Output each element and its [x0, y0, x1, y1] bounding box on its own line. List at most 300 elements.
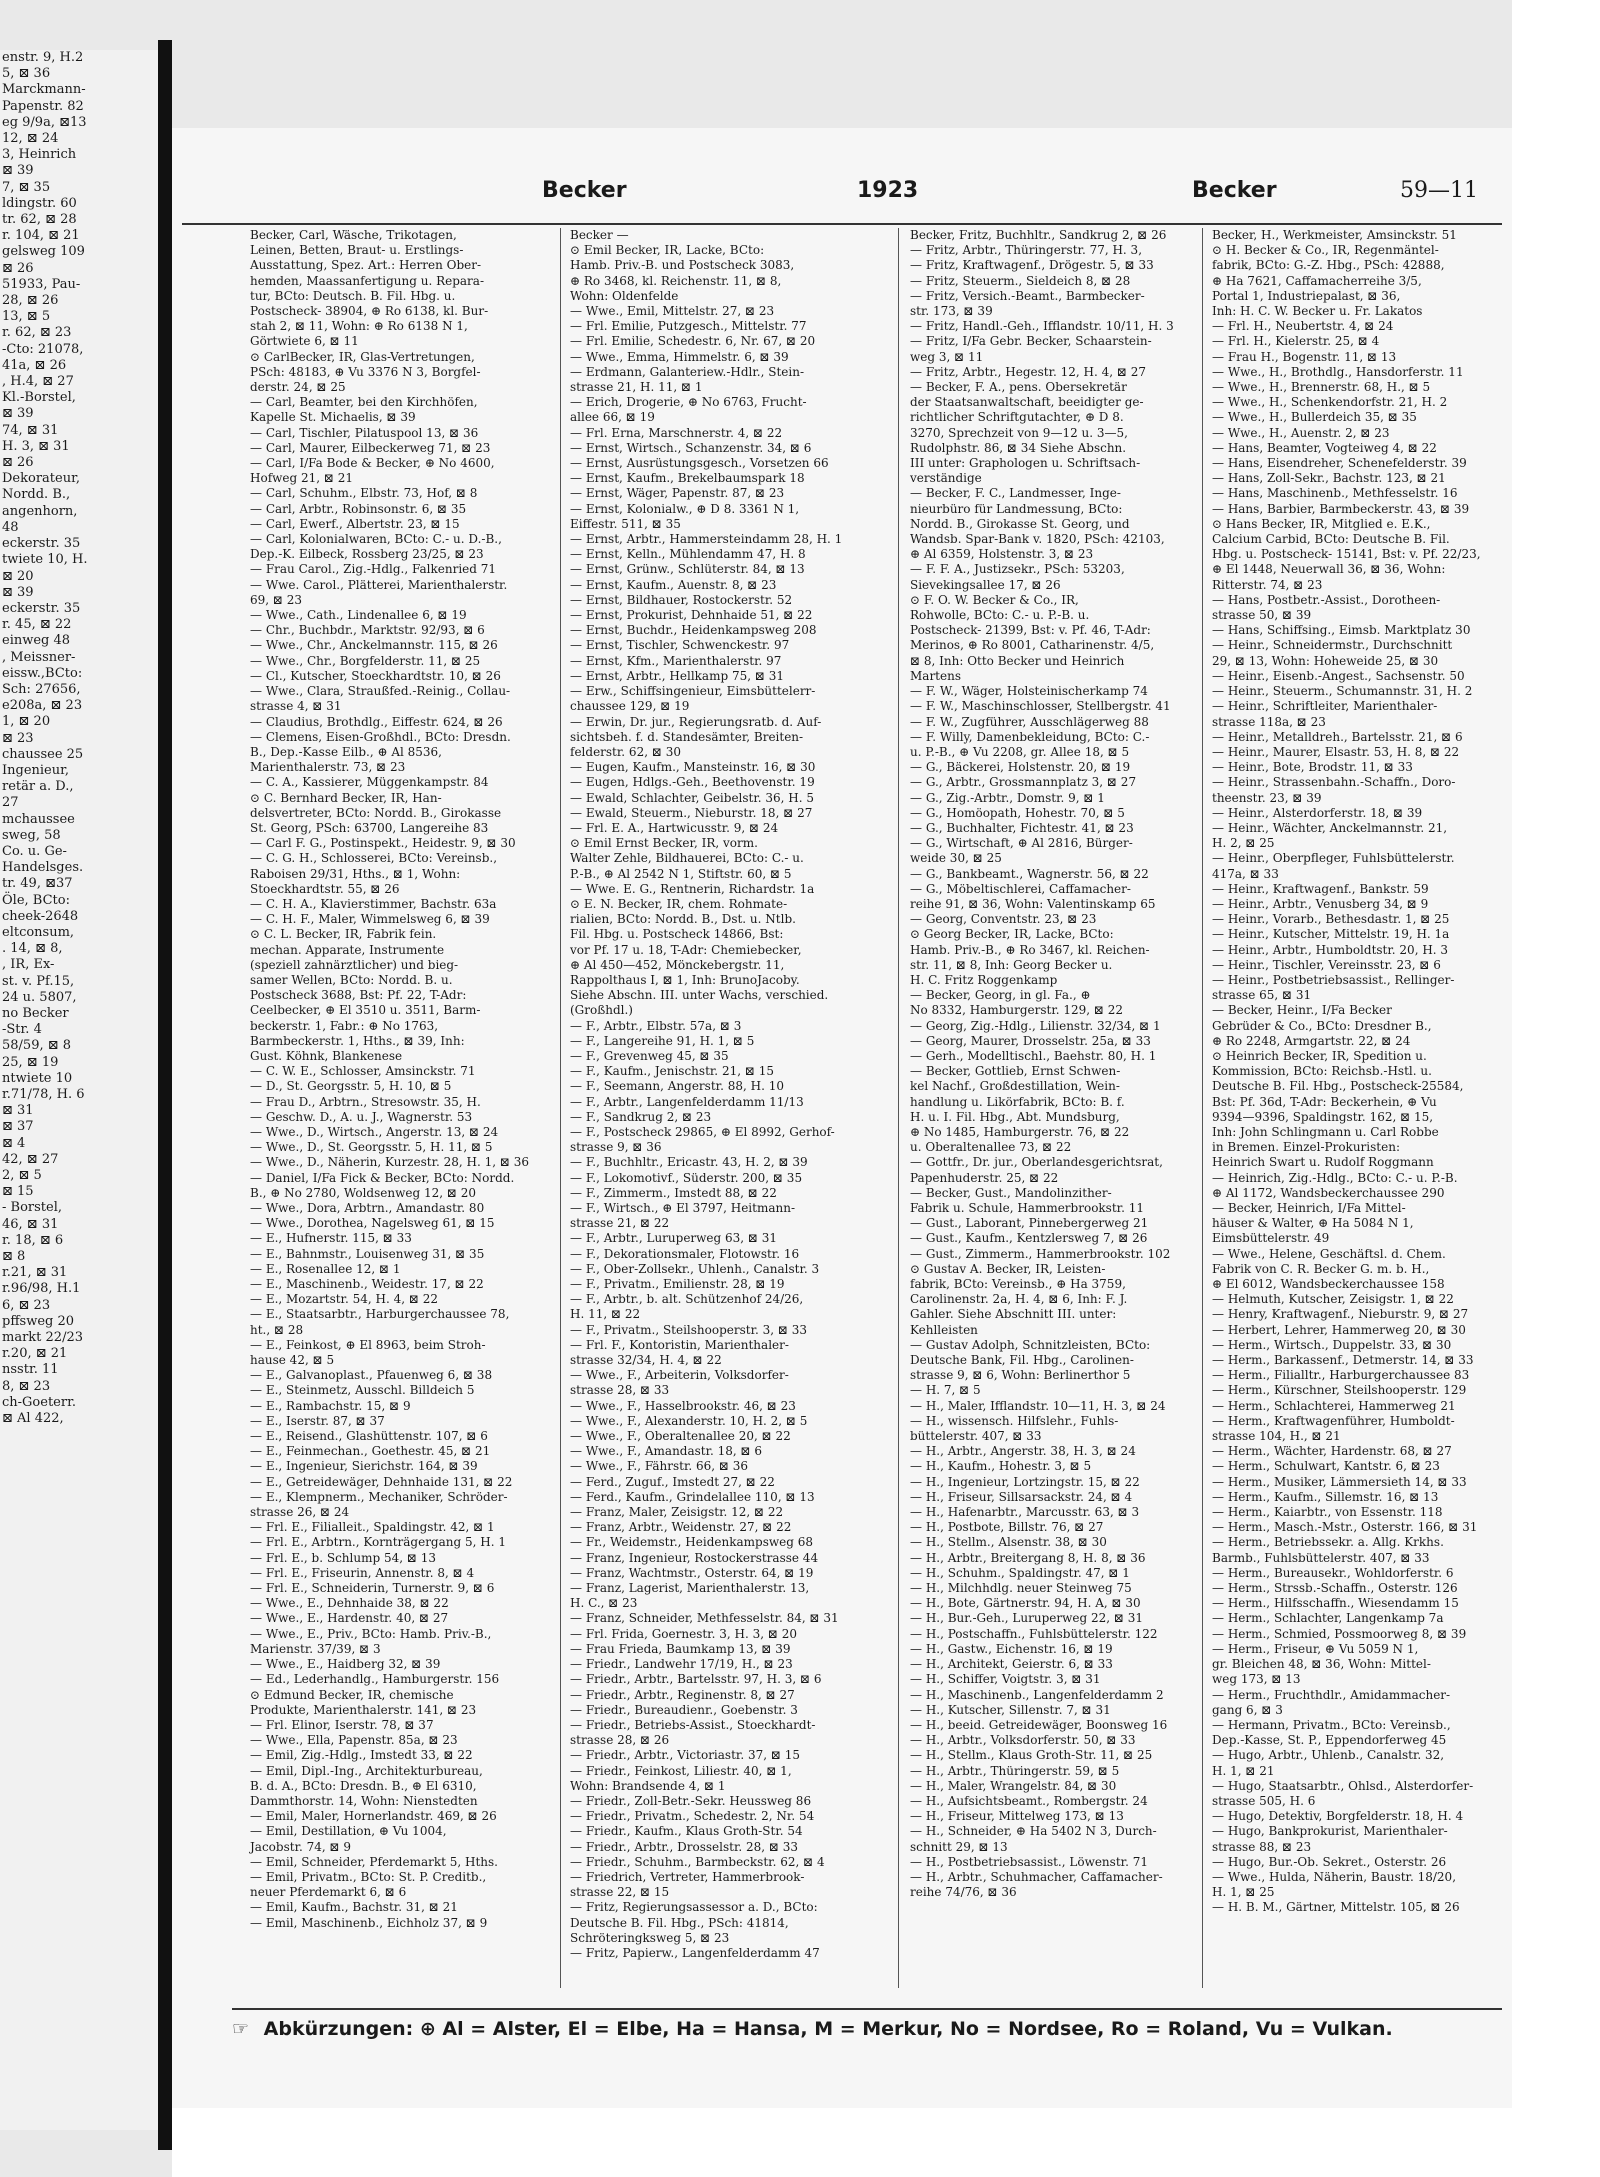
left-page-line: 24 u. 5807, [2, 989, 77, 1005]
directory-entry-line: — Frl. Emilie, Putzgesch., Mittelstr. 77 [570, 319, 807, 334]
directory-entry-line: — Georg, Conventstr. 23, ⊠ 23 [910, 912, 1097, 927]
directory-entry-line: der Staatsanwaltschaft, beeidigter ge- [910, 395, 1144, 410]
directory-entry-line: — Wwe., D., St. Georgsstr. 5, H. 11, ⊠ 5 [250, 1140, 493, 1155]
directory-entry-line: — C. H. A., Klavierstimmer, Bachstr. 63a [250, 896, 497, 911]
left-page-line: Handelsges. [2, 860, 84, 876]
directory-entry-line: — H., Postbetriebsassist., Löwenstr. 71 [910, 1854, 1148, 1869]
left-page-line: 5, ⊠ 36 [2, 66, 51, 82]
directory-entry-line: Inh: John Schlingmann u. Carl Robbe [1212, 1124, 1439, 1139]
directory-entry-line: — Frau H., Bogenstr. 11, ⊠ 13 [1212, 349, 1397, 364]
directory-entry-line: St. Georg, PSch: 63700, Langereihe 83 [250, 820, 489, 835]
directory-entry-line: — C. W. E., Schlosser, Amsinckstr. 71 [250, 1064, 476, 1079]
directory-entry-line: — Frl. F., Kontoristin, Marienthaler- [570, 1337, 789, 1352]
directory-entry-line: B., ⊕ No 2780, Woldsenweg 12, ⊠ 20 [250, 1185, 476, 1200]
directory-entry-line: — Chr., Buchbdr., Marktstr. 92/93, ⊠ 6 [250, 623, 485, 638]
left-page-line: mchaussee [2, 811, 75, 827]
directory-entry-line: — Herbert, Lehrer, Hammerweg 20, ⊠ 30 [1212, 1322, 1466, 1337]
directory-entry-line: Fabrik u. Schule, Hammerbrookstr. 11 [910, 1201, 1144, 1215]
directory-entry-line: — F., Privatm., Emilienstr. 28, ⊠ 19 [570, 1277, 785, 1292]
directory-entry-line: — Herm., Masch.-Mstr., Osterstr. 166, ⊠ 31 [1212, 1520, 1478, 1535]
left-page-line: st. v. Pf.15, [2, 973, 75, 989]
directory-entry-line: rialien, BCto: Nordd. B., Dst. u. Ntlb. [570, 912, 796, 927]
directory-entry-line: — E., Getreidewäger, Dehnhaide 131, ⊠ 22 [250, 1474, 513, 1489]
directory-entry-line: H. 2, ⊠ 25 [1212, 836, 1275, 851]
directory-entry-line: ⊙ Emil Ernst Becker, IR, vorm. [570, 836, 758, 851]
directory-entry-line: — E., Klempnerm., Mechaniker, Schröder- [250, 1489, 508, 1504]
left-page-line: 7, ⊠ 35 [2, 179, 51, 195]
directory-entry-line: derstr. 24, ⊠ 25 [250, 380, 346, 395]
left-page-line: enstr. 9, H.2 [2, 50, 84, 65]
directory-entry-line: strasse 28, ⊠ 33 [570, 1383, 670, 1398]
directory-entry-line: — Ernst, Wirtsch., Schanzenstr. 34, ⊠ 6 [570, 440, 812, 455]
directory-entry-line: — Becker, F. A., pens. Obersekretär [910, 380, 1127, 395]
left-page-line: pffsweg 20 [2, 1313, 75, 1329]
directory-entry-line: ⊕ Al 6359, Holstenstr. 3, ⊠ 23 [910, 547, 1094, 562]
directory-entry-line: — Ernst, Bildhauer, Rostockerstr. 52 [570, 592, 793, 607]
directory-entry-line: — Heinr., Steuerm., Schumannstr. 31, H. 2 [1212, 684, 1473, 699]
directory-entry-line: — Herm., Schlachter, Langenkamp 7a [1212, 1611, 1444, 1626]
directory-entry-line: — H., Aufsichtsbeamt., Rombergstr. 24 [910, 1793, 1148, 1808]
directory-entry-line: — Heinr., Postbetriebsassist., Rellinger- [1212, 972, 1455, 987]
left-page-line: Marckmann- [2, 82, 86, 98]
directory-entry-line: u. Oberaltenallee 73, ⊠ 22 [910, 1140, 1072, 1155]
left-page-line: r. 104, ⊠ 21 [2, 228, 80, 244]
left-page-line: ⊠ 8 [2, 1249, 26, 1265]
directory-entry-line: (speziell zahnärztlicher) und bieg- [250, 957, 459, 972]
directory-entry-line: — Wwe., H., Brennerstr. 68, H., ⊠ 5 [1212, 380, 1431, 395]
directory-entry-line: — Wwe., H., Bullerdeich 35, ⊠ 35 [1212, 410, 1417, 425]
directory-entry-line: — Heinr., Alsterdorferstr. 18, ⊠ 39 [1212, 805, 1423, 820]
left-page-line: markt 22/23 [2, 1330, 83, 1346]
directory-entry-line: Hamb. Priv.-B., ⊕ Ro 3467, kl. Reichen- [910, 942, 1150, 957]
directory-entry-line: — Fritz, Handl.-Geh., Ifflandstr. 10/11, H. 3 [910, 319, 1174, 334]
directory-entry-line: — Gust., Zimmerm., Hammerbrookstr. 102 [910, 1246, 1171, 1261]
directory-entry-line: Postscheck- 21399, Bst: v. Pf. 46, T-Adr: [910, 623, 1151, 638]
directory-entry-line: B. d. A., BCto: Dresdn. B., ⊕ El 6310, [250, 1778, 477, 1793]
directory-entry-line: — Friedr., Schuhm., Barmbeckstr. 62, ⊠ 4 [570, 1854, 825, 1869]
directory-entry-line: strasse 88, ⊠ 23 [1212, 1839, 1312, 1854]
directory-entry-line: — Heinr., Schneidermstr., Durchschnitt [1212, 638, 1453, 653]
directory-entry-line: — Friedr., Kaufm., Klaus Groth-Str. 54 [570, 1824, 803, 1839]
directory-entry-line: — G., Buchhalter, Fichtestr. 41, ⊠ 23 [910, 820, 1134, 835]
directory-entry-line: — Gust., Laborant, Pinnebergerweg 21 [910, 1216, 1149, 1231]
directory-entry-line: verständige [910, 471, 982, 486]
left-page-line: Öle, BCto: [2, 892, 70, 908]
directory-entry-line: — Frl. E., Schneiderin, Turnerstr. 9, ⊠ 6 [250, 1581, 495, 1596]
left-page-line: retär a. D., [2, 779, 74, 795]
directory-entry-line: — Fritz, Kraftwagenf., Drögestr. 5, ⊠ 33 [910, 258, 1154, 273]
directory-entry-line: — Carl, Beamter, bei den Kirchhöfen, [250, 395, 478, 410]
directory-entry-line: Marienstr. 37/39, ⊠ 3 [250, 1641, 381, 1656]
directory-entry-line: — Herm., Hilfsschaffn., Wiesendamm 15 [1212, 1596, 1459, 1611]
directory-entry-line: H. 1, ⊠ 21 [1212, 1763, 1275, 1778]
directory-entry-line: — Heinr., Bote, Brodstr. 11, ⊠ 33 [1212, 760, 1413, 775]
directory-entry-line: — H., Stellm., Klaus Groth-Str. 11, ⊠ 25 [910, 1748, 1153, 1763]
directory-entry-line: — Hans, Eisendreher, Schenefelderstr. 39 [1212, 456, 1467, 471]
directory-entry-line: — Ernst, Grünw., Schlüterstr. 84, ⊠ 13 [570, 562, 805, 577]
directory-entry-line: — H., Bur.-Geh., Luruperweg 22, ⊠ 31 [910, 1611, 1144, 1626]
left-page-line: ntwiete 10 [2, 1070, 73, 1086]
directory-entry-line: — Heinr., Arbtr., Venusberg 34, ⊠ 9 [1212, 896, 1429, 911]
directory-entry-line: — Franz, Maler, Zeisigstr. 12, ⊠ 22 [570, 1505, 784, 1520]
directory-entry-line: — Ernst, Prokurist, Dehnhaide 51, ⊠ 22 [570, 608, 813, 623]
directory-entry-line: Wandsb. Spar-Bank v. 1820, PSch: 42103, [910, 532, 1165, 547]
directory-entry-line: Wohn: Oldenfelde [570, 288, 679, 303]
directory-entry-line: — Emil, Maler, Hornerlandstr. 469, ⊠ 26 [250, 1809, 497, 1824]
directory-entry-line: — Fritz, Arbtr., Thüringerstr. 77, H. 3, [910, 243, 1143, 258]
directory-entry-line: — Eugen, Hdlgs.-Geh., Beethovenstr. 19 [570, 775, 815, 790]
left-page-line: sweg, 58 [2, 827, 61, 843]
directory-entry-line: — H., Postbote, Billstr. 76, ⊠ 27 [910, 1520, 1104, 1535]
left-page-line: einweg 48 [2, 633, 71, 649]
directory-entry-line: delsvertreter, BCto: Nordd. B., Girokasse [250, 805, 502, 820]
directory-entry-line: — Heinr., Vorarb., Bethesdastr. 1, ⊠ 25 [1212, 912, 1450, 927]
directory-entry-line: — Herm., Fruchthdlr., Amidammacher- [1212, 1687, 1451, 1702]
directory-entry-line: — Herm., Kaiarbtr., von Essenstr. 118 [1212, 1505, 1443, 1520]
directory-entry-line: — E., Mozartstr. 54, H. 4, ⊠ 22 [250, 1292, 438, 1307]
header-year: 1923 [857, 178, 919, 203]
directory-entry-line: — Fritz, I/Fa Gebr. Becker, Schaarstein- [910, 334, 1152, 349]
directory-entry-line: — Erich, Drogerie, ⊕ No 6763, Frucht- [570, 395, 807, 410]
directory-entry-line: ⊕ No 1485, Hamburgerstr. 76, ⊠ 22 [910, 1124, 1130, 1139]
left-page-line: Papenstr. 82 [2, 98, 84, 114]
directory-entry-line: — H., wissensch. Hilfslehr., Fuhls- [910, 1413, 1119, 1428]
directory-entry-line: Hbg. u. Postscheck- 15141, Bst: v. Pf. 22/23, [1212, 547, 1481, 562]
directory-entry-line: — Wwe., F., Oberaltenallee 20, ⊠ 22 [570, 1429, 791, 1444]
directory-entry-line: — Fritz, Versich.-Beamt., Barmbecker- [910, 288, 1145, 303]
directory-entry-line: — Hugo, Detektiv, Borgfelderstr. 18, H. 4 [1212, 1809, 1464, 1824]
directory-entry-line: neuer Pferdemarkt 6, ⊠ 6 [250, 1885, 407, 1900]
directory-entry-line: — Wwe., E., Haidberg 32, ⊠ 39 [250, 1657, 441, 1672]
directory-entry-line: H. 1, ⊠ 25 [1212, 1885, 1275, 1900]
directory-entry-line: ⊙ C. L. Becker, IR, Fabrik fein. [250, 927, 437, 942]
directory-entry-line: Postscheck- 38904, ⊕ Ro 6138, kl. Bur- [250, 304, 489, 319]
directory-entry-line: vor Pf. 17 u. 18, T-Adr: Chemiebecker, [570, 942, 802, 957]
directory-entry-line: — Wwe., E., Dehnhaide 38, ⊠ 22 [250, 1596, 449, 1611]
directory-entry-line: H. 11, ⊠ 22 [570, 1307, 641, 1322]
directory-entry-line: strasse 505, H. 6 [1212, 1793, 1316, 1808]
directory-entry-line: weg 173, ⊠ 13 [1212, 1672, 1301, 1687]
directory-entry-line: — Franz, Wachtmstr., Osterstr. 64, ⊠ 19 [570, 1565, 814, 1580]
directory-entry-line: — H., Schuhm., Spaldingstr. 47, ⊠ 1 [910, 1565, 1130, 1580]
directory-entry-line: ⊕ Ro 3468, kl. Reichenstr. 11, ⊠ 8, [570, 273, 782, 288]
left-page-line: nsstr. 11 [2, 1362, 59, 1378]
left-page-line: twiete 10, H. [2, 552, 88, 568]
directory-entry-line: — E., Iserstr. 87, ⊠ 37 [250, 1413, 385, 1428]
directory-entry-line: — Heinr., Schriftleiter, Marienthaler- [1212, 699, 1438, 714]
directory-entry-line: Deutsche Bank, Fil. Hbg., Carolinen- [910, 1353, 1134, 1368]
directory-entry-line: Walter Zehle, Bildhauerei, BCto: C.- u. [570, 851, 804, 866]
directory-entry-line: — Hans, Zoll-Sekr., Bachstr. 123, ⊠ 21 [1212, 471, 1446, 486]
header-left-name: Becker [542, 178, 627, 203]
directory-entry-line: Kehlleisten [910, 1322, 978, 1337]
directory-entry-line: — Ernst, Kaufm., Auenstr. 8, ⊠ 23 [570, 577, 777, 592]
book-spine [158, 40, 172, 2150]
directory-entry-line: — Wwe., H., Auenstr. 2, ⊠ 23 [1212, 425, 1390, 440]
directory-entry-line: Becker, H., Werkmeister, Amsinckstr. 51 [1212, 228, 1457, 242]
directory-entry-line: Sievekingsallee 17, ⊠ 26 [910, 577, 1061, 592]
left-page-line: gelsweg 109 [2, 244, 85, 260]
left-page-line: ⊠ 23 [2, 730, 34, 746]
directory-entry-line: — Wwe., F., Arbeiterin, Volksdorfer- [570, 1368, 789, 1383]
directory-entry-line: — Carl, Schuhm., Elbstr. 73, Hof, ⊠ 8 [250, 486, 478, 501]
directory-entry-line: — Fritz, Papierw., Langenfelderdamm 47 [570, 1945, 820, 1960]
directory-entry-line: — Herm., Kraftwagenführer, Humboldt- [1212, 1413, 1455, 1428]
directory-entry-line: ⊙ H. Becker & Co., IR, Regenmäntel- [1212, 243, 1439, 258]
directory-entry-line: fabrik, BCto: Vereinsb., ⊕ Ha 3759, [910, 1277, 1126, 1292]
directory-entry-line: — H., Bote, Gärtnerstr. 94, H. A, ⊠ 30 [910, 1596, 1141, 1611]
directory-entry-line: — F., Arbtr., Elbstr. 57a, ⊠ 3 [570, 1018, 742, 1033]
directory-entry-line: Hamb. Priv.-B. und Postscheck 3083, [570, 258, 795, 273]
header-rule [182, 223, 1502, 225]
directory-entry-line: — Georg, Maurer, Drosselstr. 25a, ⊠ 33 [910, 1033, 1151, 1048]
left-page-line: 2, ⊠ 5 [2, 1168, 42, 1184]
left-page-line: 12, ⊠ 24 [2, 131, 59, 147]
directory-entry-line: str. 173, ⊠ 39 [910, 304, 993, 319]
directory-entry-line: — E., Staatsarbtr., Harburgerchaussee 78, [250, 1307, 510, 1322]
directory-entry-line: — Herm., Barkassenf., Detmerstr. 14, ⊠ 33 [1212, 1353, 1474, 1368]
column-1 [250, 228, 530, 1988]
directory-entry-line: strasse 21, H. 11, ⊠ 1 [570, 380, 703, 395]
directory-entry-line: Merinos, ⊕ Ro 8001, Catharinenstr. 4/5, [910, 638, 1155, 653]
directory-entry-line: — Ernst, Arbtr., Hellkamp 75, ⊠ 31 [570, 668, 784, 683]
directory-entry-line: — C. H. F., Maler, Wimmelsweg 6, ⊠ 39 [250, 912, 490, 927]
directory-entry-line: — H., Friseur, Mittelweg 173, ⊠ 13 [910, 1809, 1124, 1824]
directory-entry-line: Raboisen 29/31, Hths., ⊠ 1, Wohn: [250, 866, 461, 881]
directory-entry-line: — Claudius, Brothdlg., Eiffestr. 624, ⊠ 26 [250, 714, 503, 729]
directory-entry-line: — Frl. Elinor, Iserstr. 78, ⊠ 37 [250, 1717, 434, 1732]
directory-entry-line: — F., Seemann, Angerstr. 88, H. 10 [570, 1079, 784, 1094]
left-page-line: eckerstr. 35 [2, 536, 81, 552]
directory-entry-line: Rappolthaus I, ⊠ 1, Inh: BrunoJacoby. [570, 972, 800, 987]
directory-entry-line: — H., Milchhdlg. neuer Steinweg 75 [910, 1581, 1132, 1596]
directory-entry-line: — Emil, Zig.-Hdlg., Imstedt 33, ⊠ 22 [250, 1748, 473, 1763]
directory-entry-line: Postscheck 3688, Bst: Pf. 22, T-Adr: [250, 988, 467, 1003]
left-page-line: , H.4, ⊠ 27 [2, 374, 74, 390]
directory-entry-line: Fil. Hbg. u. Postscheck 14866, Bst: [570, 927, 784, 942]
directory-entry-line: — Herm., Schmied, Possmoorweg 8, ⊠ 39 [1212, 1626, 1467, 1641]
left-page-line: 27 [2, 795, 19, 811]
left-page-line: ⊠ 20 [2, 568, 34, 584]
directory-entry-line: Stoeckhardtstr. 55, ⊠ 26 [250, 881, 400, 896]
directory-entry-line: — E., Bahnmstr., Louisenweg 31, ⊠ 35 [250, 1246, 485, 1261]
left-page-line: r.20, ⊠ 21 [2, 1346, 68, 1362]
directory-entry-line: — Gustav Adolph, Schnitzleisten, BCto: [910, 1337, 1151, 1352]
directory-entry-line: — Geschw. D., A. u. J., Wagnerstr. 53 [250, 1109, 473, 1124]
directory-entry-line: — H., Architekt, Geierstr. 6, ⊠ 33 [910, 1657, 1113, 1672]
directory-entry-line: Siehe Abschn. III. unter Wachs, verschied. [570, 988, 829, 1003]
left-page-line: ⊠ 39 [2, 163, 34, 179]
directory-entry-line: u. P.-B., ⊕ Vu 2208, gr. Allee 18, ⊠ 5 [910, 744, 1130, 759]
directory-entry-line: — F., Arbtr., b. alt. Schützenhof 24/26, [570, 1292, 804, 1307]
left-page-line: -Cto: 21078, [2, 341, 84, 357]
left-page-line: Kl.-Borstel, [2, 390, 76, 406]
directory-entry-line: — Daniel, I/Fa Fick & Becker, BCto: Nordd. [250, 1170, 515, 1185]
directory-entry-line: häuser & Walter, ⊕ Ha 5084 N 1, [1212, 1216, 1414, 1231]
directory-entry-line: strasse 28, ⊠ 26 [570, 1733, 670, 1748]
left-page-line: ldingstr. 60 [2, 195, 77, 211]
directory-entry-line: — E., Feinkost, ⊕ El 8963, beim Stroh- [250, 1337, 486, 1352]
directory-entry-line: Schröteringksweg 5, ⊠ 23 [570, 1930, 730, 1945]
left-page-line: 1, ⊠ 20 [2, 714, 51, 730]
directory-entry-line: — Frl. Frida, Goernestr. 3, H. 3, ⊠ 20 [570, 1626, 797, 1641]
directory-entry-line: — Wwe., Cath., Lindenallee 6, ⊠ 19 [250, 608, 467, 623]
left-page-line: tr. 62, ⊠ 28 [2, 212, 77, 228]
directory-entry-line: — F., Sandkrug 2, ⊠ 23 [570, 1109, 712, 1124]
directory-entry-line: strasse 32/34, H. 4, ⊠ 22 [570, 1353, 722, 1368]
left-page-line: 51933, Pau- [2, 276, 81, 292]
left-page-line: 13, ⊠ 5 [2, 309, 51, 325]
directory-entry-line: Kapelle St. Michaelis, ⊠ 39 [250, 410, 416, 425]
directory-entry-line: — Becker, F. C., Landmesser, Inge- [910, 486, 1121, 501]
directory-entry-line: — F., Postscheck 29865, ⊕ El 8992, Gerhof- [570, 1124, 835, 1139]
pointing-hand-icon: ☞ [232, 2018, 250, 2040]
directory-entry-line: — H., Hafenarbtr., Marcusstr. 63, ⊠ 3 [910, 1505, 1140, 1520]
left-page-line: Ingenieur, [2, 762, 70, 778]
directory-entry-line: hemden, Maassanfertigung u. Repara- [250, 273, 484, 288]
directory-entry-line: Leinen, Betten, Braut- u. Erstlings- [250, 243, 464, 258]
directory-entry-line: — Herm., Wirtsch., Duppelstr. 33, ⊠ 30 [1212, 1337, 1452, 1352]
directory-entry-line: — Franz, Schneider, Methfesselstr. 84, ⊠ 31 [570, 1611, 839, 1626]
left-page-line: ⊠ Al 422, [2, 1411, 64, 1427]
directory-entry-line: stah 2, ⊠ 11, Wohn: ⊕ Ro 6138 N 1, [250, 319, 468, 334]
directory-entry-line: — Becker, Gust., Mandolinzither- [910, 1185, 1112, 1200]
directory-entry-line: — E., Hufnerstr. 115, ⊠ 33 [250, 1231, 412, 1246]
directory-entry-line: — Friedr., Landwehr 17/19, H., ⊠ 23 [570, 1657, 793, 1672]
directory-entry-line: — Ernst, Ausrüstungsgesch., Vorsetzen 66 [570, 456, 829, 471]
directory-entry-line: — Wwe. E. G., Rentnerin, Richardstr. 1a [570, 881, 815, 896]
directory-entry-line: strasse 21, ⊠ 22 [570, 1216, 670, 1231]
left-page-line: H. 3, ⊠ 31 [2, 438, 70, 454]
directory-entry-line: Ausstattung, Spez. Art.: Herren Ober- [250, 258, 482, 273]
directory-entry-line: Gebrüder & Co., BCto: Dresdner B., [1212, 1018, 1432, 1033]
directory-entry-line: — F., Langereihe 91, H. 1, ⊠ 5 [570, 1033, 755, 1048]
directory-entry-line: — Frl. E., Filialleit., Spaldingstr. 42, ⊠ 1 [250, 1520, 495, 1535]
directory-entry-line: — H., Stellm., Alsenstr. 38, ⊠ 30 [910, 1535, 1107, 1550]
directory-entry-line: Carolinenstr. 2a, H. 4, ⊠ 6, Inh: F. J. [910, 1292, 1128, 1307]
directory-entry-line: — F., Kaufm., Jenischstr. 21, ⊠ 15 [570, 1064, 774, 1079]
directory-entry-line: — G., Wirtschaft, ⊕ Al 2816, Bürger- [910, 836, 1133, 851]
directory-entry-line: — Heinr., Tischler, Vereinsstr. 23, ⊠ 6 [1212, 957, 1441, 972]
directory-entry-line: — Frl. H., Neubertstr. 4, ⊠ 24 [1212, 319, 1394, 334]
directory-entry-line: Nordd. B., Girokasse St. Georg, und [910, 516, 1130, 531]
left-page-line: , IR, Ex- [2, 957, 55, 973]
directory-entry-line: — Frau Carol., Zig.-Hdlg., Falkenried 71 [250, 562, 497, 577]
directory-entry-line: — Wwe., F., Fährstr. 66, ⊠ 36 [570, 1459, 749, 1474]
directory-entry-line: — Wwe., Chr., Borgfelderstr. 11, ⊠ 25 [250, 653, 481, 668]
directory-entry-line: — Wwe., F., Hasselbrookstr. 46, ⊠ 23 [570, 1398, 796, 1413]
left-page-line: 25, ⊠ 19 [2, 1054, 59, 1070]
directory-entry-line: Produkte, Marienthalerstr. 141, ⊠ 23 [250, 1702, 477, 1717]
directory-entry-line: — Ewald, Steuerm., Nieburstr. 18, ⊠ 27 [570, 805, 813, 820]
left-page-line: e208a, ⊠ 23 [2, 698, 83, 714]
directory-entry-line: — F., Arbtr., Luruperweg 63, ⊠ 31 [570, 1231, 778, 1246]
directory-entry-line: B., Dep.-Kasse Eilb., ⊕ Al 8536, [250, 744, 442, 759]
directory-entry-line: — Herm., Schlachterei, Hammerweg 21 [1212, 1398, 1456, 1413]
directory-entry-line: — Ferd., Zuguf., Imstedt 27, ⊠ 22 [570, 1474, 775, 1489]
directory-entry-line: ⊙ E. N. Becker, IR, chem. Rohmate- [570, 896, 788, 911]
directory-entry-line: — Eugen, Kaufm., Mansteinstr. 16, ⊠ 30 [570, 760, 816, 775]
directory-entry-line: — Wwe., Hulda, Näherin, Baustr. 18/20, [1212, 1869, 1457, 1884]
directory-entry-line: Hofweg 21, ⊠ 21 [250, 471, 354, 486]
left-page-line: , Meissner- [2, 649, 76, 665]
directory-entry-line: — Franz, Ingenieur, Rostockerstrasse 44 [570, 1550, 819, 1565]
directory-entry-line: kel Nachf., Großdestillation, Wein- [910, 1079, 1120, 1094]
directory-entry-line: — Heinrich, Zig.-Hdlg., BCto: C.- u. P.-B. [1212, 1170, 1458, 1185]
directory-entry-line: Marienthalerstr. 73, ⊠ 23 [250, 760, 406, 775]
directory-entry-line: Becker, Fritz, Buchhltr., Sandkrug 2, ⊠ 26 [910, 228, 1167, 242]
directory-entry-line: Papenhuderstr. 25, ⊠ 22 [910, 1170, 1059, 1185]
directory-entry-line: — Ernst, Kelln., Mühlendamm 47, H. 8 [570, 547, 806, 562]
directory-entry-line: — Hugo, Bur.-Ob. Sekret., Osterstr. 26 [1212, 1854, 1447, 1869]
directory-entry-line: Calcium Carbid, BCto: Deutsche B. Fil. [1212, 532, 1450, 547]
left-page-line: Sch: 27656, [2, 681, 81, 697]
directory-entry-line: — Herm., Kürschner, Steilshooperstr. 129 [1212, 1383, 1467, 1398]
abbreviations-footer [232, 2008, 1502, 2058]
directory-entry-line: — F., Lokomotivf., Süderstr. 200, ⊠ 35 [570, 1170, 803, 1185]
left-page-line: 8, ⊠ 23 [2, 1378, 51, 1394]
directory-entry-line: Gust. Köhnk, Blankenese [250, 1048, 403, 1063]
directory-entry-line: — Friedr., Betriebs-Assist., Stoeckhardt- [570, 1717, 816, 1732]
header-right-name: Becker [1192, 178, 1277, 203]
directory-entry-line: — Ernst, Kfm., Marienthalerstr. 97 [570, 653, 782, 668]
directory-entry-line: — E., Maschinenb., Weidestr. 17, ⊠ 22 [250, 1277, 484, 1292]
directory-entry-line: str. 11, ⊠ 8, Inh: Georg Becker u. [910, 957, 1113, 972]
directory-entry-line: gr. Bleichen 48, ⊠ 36, Wohn: Mittel- [1212, 1657, 1431, 1672]
directory-entry-line: ⊕ Ro 2248, Armgartstr. 22, ⊠ 24 [1212, 1033, 1411, 1048]
directory-entry-line: ⊕ El 1448, Neuerwall 36, ⊠ 36, Wohn: [1212, 562, 1446, 577]
left-page-line: r. 62, ⊠ 23 [2, 325, 72, 341]
directory-entry-line: Becker — [570, 228, 629, 242]
directory-entry-line: — H., Maler, Wrangelstr. 84, ⊠ 30 [910, 1778, 1117, 1793]
directory-entry-line: — Fr., Weidemstr., Heidenkampsweg 68 [570, 1535, 813, 1550]
directory-entry-line: Jacobstr. 74, ⊠ 9 [250, 1839, 352, 1854]
left-page-line: ⊠ 15 [2, 1184, 34, 1200]
directory-entry-line: — Emil, Kaufm., Bachstr. 31, ⊠ 21 [250, 1900, 458, 1915]
directory-entry-line: — Wwe., H., Brothdlg., Hansdorferstr. 11 [1212, 364, 1464, 379]
left-page-line: r. 18, ⊠ 6 [2, 1232, 64, 1248]
left-page-fragment [0, 50, 163, 2130]
left-page-line: ⊠ 37 [2, 1119, 34, 1135]
directory-entry-line: — Wwe., Dorothea, Nagelsweg 61, ⊠ 15 [250, 1216, 495, 1231]
directory-entry-line: P.-B., ⊕ Al 2542 N 1, Stiftstr. 60, ⊠ 5 [570, 866, 792, 881]
scan-margin [1512, 0, 1600, 2177]
directory-entry-line: ⊙ Edmund Becker, IR, chemische [250, 1687, 454, 1702]
left-page-line: Nordd. B., [2, 487, 71, 503]
directory-entry-line: — E., Rosenallee 12, ⊠ 1 [250, 1261, 401, 1276]
directory-entry-line: ⊙ C. Bernhard Becker, IR, Han- [250, 790, 442, 805]
directory-entry-line: — Frau D., Arbtrn., Stresowstr. 35, H. [250, 1094, 481, 1109]
directory-entry-line: — Fritz, Arbtr., Hegestr. 12, H. 4, ⊠ 27 [910, 364, 1147, 379]
left-page-line: r.71/78, H. 6 [2, 1087, 85, 1102]
column-divider [560, 228, 561, 1988]
directory-entry-line: — Frl. E., Arbtrn., Kornträgergang 5, H. 1 [250, 1535, 506, 1550]
left-page-line: ⊠ 31 [2, 1103, 34, 1119]
directory-entry-line: reihe 74/76, ⊠ 36 [910, 1885, 1017, 1900]
directory-entry-line: — Ewald, Schlachter, Geibelstr. 36, H. 5 [570, 790, 815, 805]
directory-entry-line: beckerstr. 1, Fabr.: ⊕ No 1763, [250, 1018, 439, 1033]
left-page-line: 48 [2, 519, 19, 535]
directory-entry-line: — Frau Frieda, Baumkamp 13, ⊠ 39 [570, 1641, 791, 1656]
directory-entry-line: — Frl. H., Kielerstr. 25, ⊠ 4 [1212, 334, 1380, 349]
directory-entry-line: Eiffestr. 511, ⊠ 35 [570, 516, 681, 531]
directory-entry-line: — F. W., Wäger, Holsteinischerkamp 74 [910, 684, 1148, 699]
directory-entry-line: nieurbüro für Landmessung, BCto: [910, 501, 1123, 516]
left-page-line: Dekorateur, [2, 471, 80, 487]
directory-entry-line: hause 42, ⊠ 5 [250, 1353, 335, 1368]
directory-entry-line: Wohn: Brandsende 4, ⊠ 1 [570, 1778, 726, 1793]
directory-entry-line: — Becker, Heinrich, I/Fa Mittel- [1212, 1201, 1406, 1215]
